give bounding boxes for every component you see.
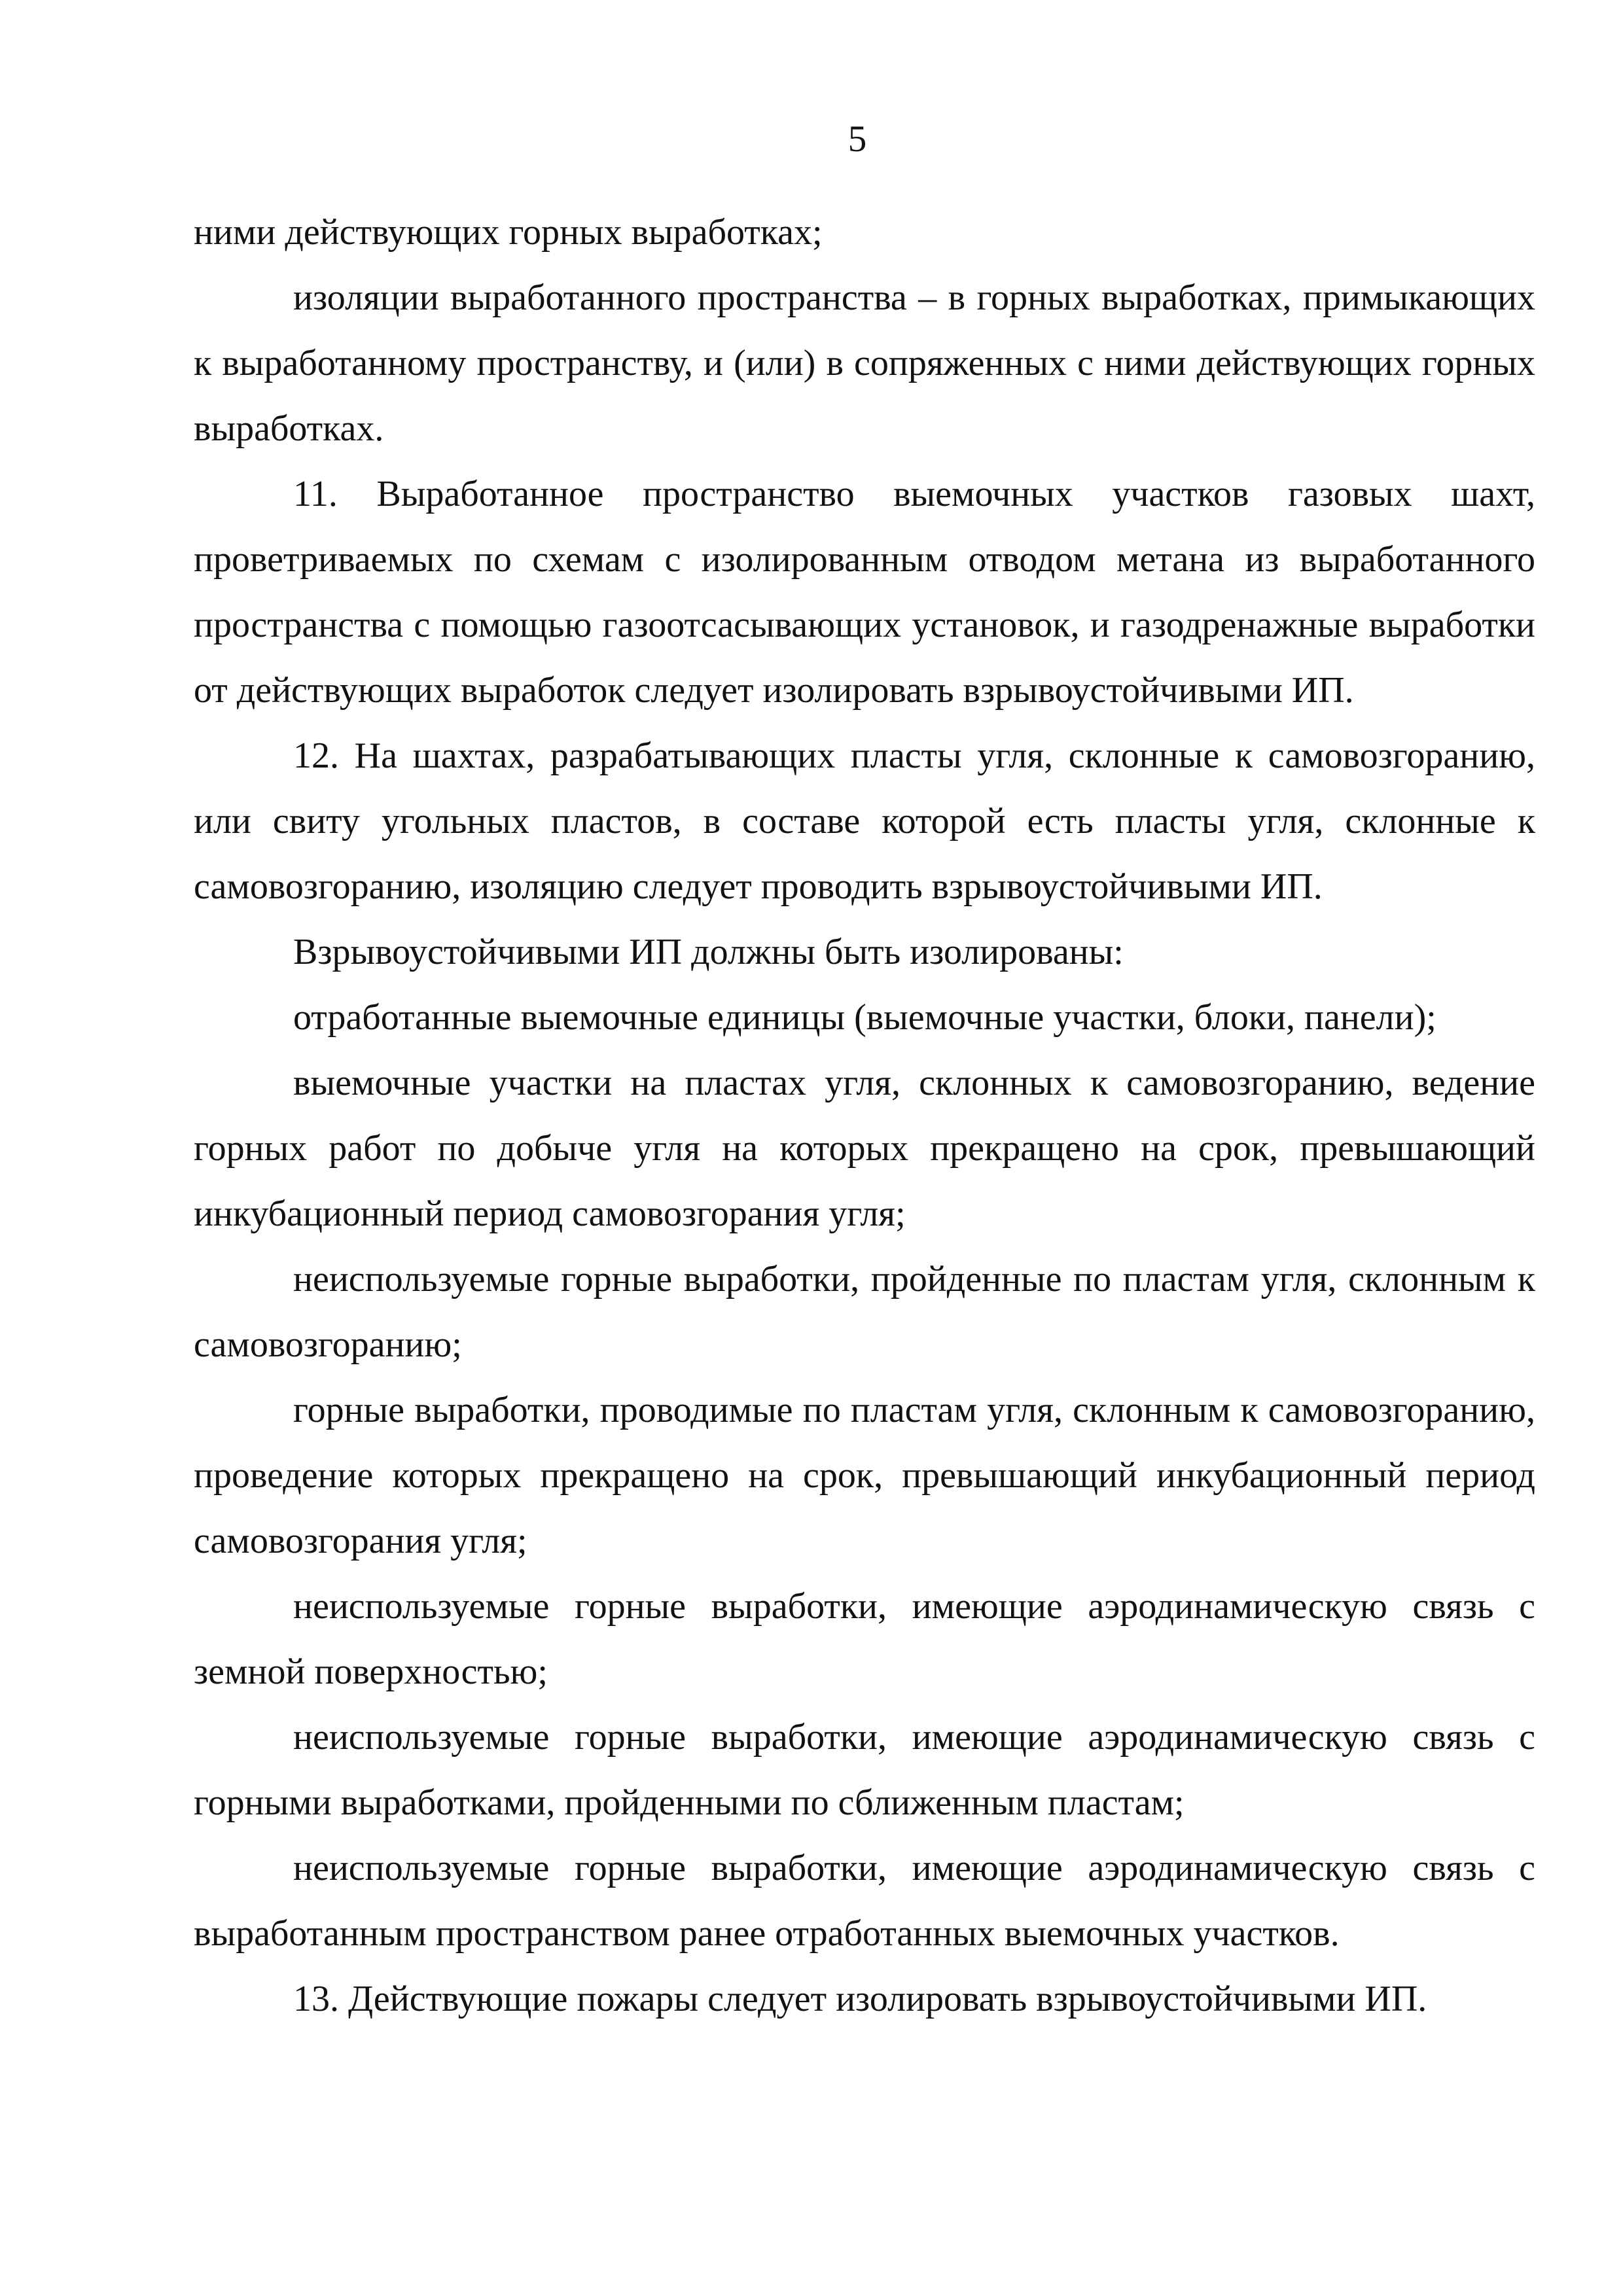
document-body	[194, 200, 1535, 2032]
list-item-surface-connection: неиспользуемые горные выработки, имеющие аэродинамическую связь с земной поверхностью;	[194, 1586, 1535, 1692]
list-item-unused-workings-seams: неиспользуемые горные выработки, пройденные по пластам угля, склонным к самовозгоранию;	[194, 1259, 1535, 1365]
list-item-extraction-areas: выемочные участки на пластах угля, склонных к самовозгоранию, ведение горных работ по добыче угля на которых прекращено на срок, превышающий инкубационный период самовозгорания угля;	[194, 1063, 1535, 1234]
list-item-worked-out-units: отработанные выемочные единицы (выемочные участки, блоки, панели);	[293, 997, 1436, 1038]
paragraph-item-12: 12. На шахтах, разрабатывающих пласты угля, склонные к самовозгоранию, или свиту угольных пластов, в составе которой есть пласты угля, склонные к самовозгоранию, изоляцию следует проводить взрывоустойчивыми ИП.	[194, 735, 1535, 907]
page-number: 5	[847, 118, 867, 160]
paragraph-isolation-goaf: изоляции выработанного пространства – в горных выработках, примыкающих к выработанному пространству, и (или) в сопряженных с ними действующих горных выработках.	[194, 277, 1535, 449]
list-item-adjacent-seams-connection: неиспользуемые горные выработки, имеющие аэродинамическую связь с горными выработками, пройденными по сближенным пластам;	[194, 1717, 1535, 1823]
paragraph-item-11: 11. Выработанное пространство выемочных участков газовых шахт, проветриваемых по схемам с изолированным отводом метана из выработанного пространства с помощью газоотсасывающих установок, и газодренажные выработки от действующих выработок следует изолировать взрывоустойчивыми ИП.	[194, 474, 1535, 711]
paragraph-item-13: 13. Действующие пожары следует изолировать взрывоустойчивыми ИП.	[293, 1979, 1427, 2019]
list-item-suspended-workings: горные выработки, проводимые по пластам угля, склонным к самовозгоранию, проведение которых прекращено на срок, превышающий инкубационный период самовозгорания угля;	[194, 1390, 1535, 1561]
paragraph-list-intro: Взрывоустойчивыми ИП должны быть изолированы:	[293, 932, 1124, 972]
paragraph-continuation: ними действующих горных выработках;	[194, 212, 823, 253]
list-item-goaf-connection: неиспользуемые горные выработки, имеющие аэродинамическую связь с выработанным пространством ранее отработанных выемочных участков.	[194, 1848, 1535, 1954]
